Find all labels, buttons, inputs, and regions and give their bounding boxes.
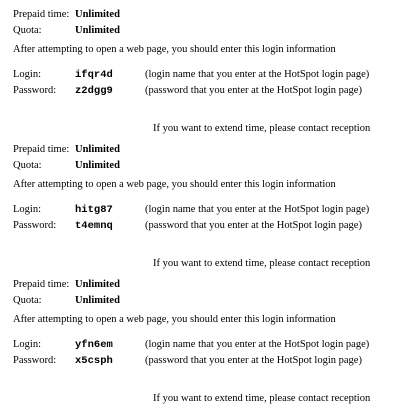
quota-label: Quota: xyxy=(13,25,42,36)
prepaid-time-value: Unlimited xyxy=(75,144,120,155)
login-label: Login: xyxy=(13,204,41,215)
quota-label: Quota: xyxy=(13,160,42,171)
quota-value: Unlimited xyxy=(75,25,120,36)
login-label: Login: xyxy=(13,69,41,80)
quota-label: Quota: xyxy=(13,295,42,306)
login-value: ifqr4d xyxy=(75,69,113,81)
password-label: Password: xyxy=(13,355,57,366)
prepaid-time-label: Prepaid time: xyxy=(13,9,70,20)
login-note: (login name that you enter at the HotSpot login page) xyxy=(145,204,370,215)
instruction-text: After attempting to open a web page, you should enter this login information xyxy=(13,44,336,55)
instruction-text: After attempting to open a web page, you should enter this login information xyxy=(13,314,336,325)
password-value: x5csph xyxy=(75,355,113,367)
quota-value: Unlimited xyxy=(75,160,120,171)
voucher-card xyxy=(0,270,400,405)
instruction-text: After attempting to open a web page, you should enter this login information xyxy=(13,179,336,190)
password-note: (password that you enter at the HotSpot login page) xyxy=(145,355,362,366)
password-value: z2dgg9 xyxy=(75,85,113,97)
extend-time-note: If you want to extend time, please contact reception xyxy=(153,393,371,404)
extend-time-note: If you want to extend time, please contact reception xyxy=(153,123,371,134)
login-value: yfn6em xyxy=(75,339,113,351)
password-note: (password that you enter at the HotSpot login page) xyxy=(145,85,362,96)
prepaid-time-label: Prepaid time: xyxy=(13,144,70,155)
password-value: t4emnq xyxy=(75,220,113,232)
voucher-card xyxy=(0,135,400,270)
prepaid-time-label: Prepaid time: xyxy=(13,279,70,290)
prepaid-time-value: Unlimited xyxy=(75,9,120,20)
password-label: Password: xyxy=(13,85,57,96)
login-value: hitg87 xyxy=(75,204,113,216)
login-label: Login: xyxy=(13,339,41,350)
password-label: Password: xyxy=(13,220,57,231)
password-note: (password that you enter at the HotSpot login page) xyxy=(145,220,362,231)
login-note: (login name that you enter at the HotSpot login page) xyxy=(145,69,370,80)
quota-value: Unlimited xyxy=(75,295,120,306)
extend-time-note: If you want to extend time, please contact reception xyxy=(153,258,371,269)
login-note: (login name that you enter at the HotSpot login page) xyxy=(145,339,370,350)
prepaid-time-value: Unlimited xyxy=(75,279,120,290)
voucher-card xyxy=(0,0,400,135)
